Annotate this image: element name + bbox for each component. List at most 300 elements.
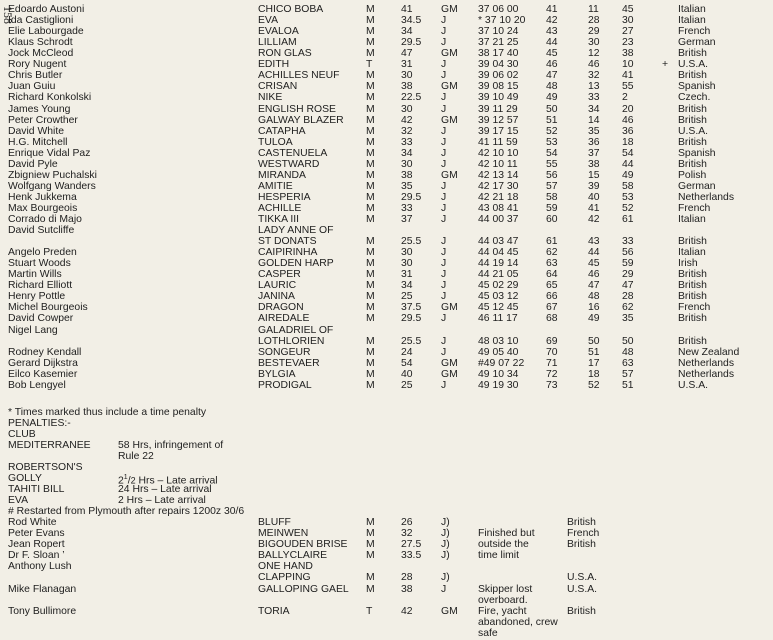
elapsed-time: 44 03 47 xyxy=(478,236,519,248)
handicap-position: 58 xyxy=(622,180,634,192)
class-position: 42 xyxy=(588,214,600,225)
handicap-position: 41 xyxy=(622,70,634,82)
class-code: J xyxy=(441,26,447,38)
handicap-position: 47 xyxy=(622,280,634,292)
nationality: New Zealand xyxy=(678,346,740,358)
rating: 30 xyxy=(401,258,413,270)
table-row xyxy=(0,38,773,49)
rating: 33 xyxy=(401,136,413,148)
elapsed-time: 39 12 57 xyxy=(478,114,519,126)
table-row xyxy=(0,93,773,104)
class-code: J xyxy=(441,191,447,203)
yacht-name: WESTWARD xyxy=(258,158,320,170)
rig-type: M xyxy=(366,584,375,595)
yacht-name: ACHILLE xyxy=(258,202,302,214)
rig-type: M xyxy=(366,191,375,203)
class-code: J xyxy=(441,379,447,391)
overall-position: 66 xyxy=(546,291,558,303)
retirement-note: safe xyxy=(478,628,498,639)
page-number: 158 xyxy=(1,6,15,24)
rating: 34 xyxy=(401,26,413,38)
class-position: 46 xyxy=(588,269,600,281)
class-code: J xyxy=(441,269,447,281)
overall-position: 45 xyxy=(546,48,558,60)
competitor-name: Rod White xyxy=(8,517,57,528)
rating: 41 xyxy=(401,4,413,15)
penalties-club-label: CLUB xyxy=(8,429,36,440)
yacht-name: CHICO BOBA xyxy=(258,4,324,15)
overall-position: 44 xyxy=(546,37,558,49)
overall-position: 63 xyxy=(546,258,558,270)
elapsed-time: 44 21 05 xyxy=(478,269,519,281)
competitor-name: Max Bourgeois xyxy=(8,202,78,214)
competitor-name: Henk Jukkema xyxy=(8,191,77,203)
rig-type: M xyxy=(366,379,375,391)
elapsed-time: 45 12 45 xyxy=(478,302,519,314)
handicap-position: 29 xyxy=(622,269,634,281)
table-row xyxy=(0,248,773,259)
competitor-name: Elie Labourgade xyxy=(8,26,84,38)
yacht-name: TORIA xyxy=(258,606,290,617)
retirement-note: outside the xyxy=(478,539,529,550)
elapsed-time: 39 06 02 xyxy=(478,70,519,82)
class-code: J xyxy=(441,147,447,159)
nationality: British xyxy=(678,114,707,126)
handicap-position: 20 xyxy=(622,103,634,115)
overall-position: 58 xyxy=(546,191,558,203)
class-code: J xyxy=(441,202,447,214)
handicap-position: 49 xyxy=(622,169,634,181)
class-code: J xyxy=(441,59,447,71)
handicap-position: 46 xyxy=(622,114,634,126)
elapsed-time: 39 17 15 xyxy=(478,125,519,137)
competitor-name: Henry Pottle xyxy=(8,291,66,303)
table-row xyxy=(0,337,773,348)
table-row xyxy=(0,348,773,359)
yacht-name: MEINWEN xyxy=(258,528,309,539)
elapsed-time: 42 10 10 xyxy=(478,147,519,159)
table-row xyxy=(0,359,773,370)
penalty-yacht: TAHITI BILL xyxy=(8,484,65,495)
rig-type: M xyxy=(366,158,375,170)
retirement-note: abandoned, crew xyxy=(478,617,558,628)
rig-type: M xyxy=(366,26,375,38)
yacht-name: CASPER xyxy=(258,269,301,281)
class-code: J xyxy=(441,313,447,325)
rig-type: T xyxy=(366,59,373,71)
competitor-name: Klaus Schrodt xyxy=(8,37,73,49)
retirement-note: time limit xyxy=(478,550,519,561)
class-position: 18 xyxy=(588,368,600,380)
rating: 30 xyxy=(401,247,413,259)
class-code: J) xyxy=(441,550,450,561)
table-row xyxy=(0,237,773,248)
table-row xyxy=(0,303,773,314)
retirement-note: Skipper lost xyxy=(478,584,533,595)
yacht-name: BALLYCLAIRE xyxy=(258,550,328,561)
yacht-name: ONE HAND xyxy=(258,561,313,572)
rig-type: M xyxy=(366,280,375,292)
rig-type: M xyxy=(366,37,375,49)
class-position: 17 xyxy=(588,357,600,369)
table-row xyxy=(0,292,773,303)
penalty-yacht: EVA xyxy=(8,495,29,506)
elapsed-time: 49 19 30 xyxy=(478,379,519,391)
class-code: J xyxy=(441,291,447,303)
class-position: 35 xyxy=(588,125,600,137)
table-row xyxy=(0,171,773,182)
competitor-name: David Pyle xyxy=(8,158,58,170)
rig-type: M xyxy=(366,92,375,104)
overall-position: 51 xyxy=(546,114,558,126)
rating: 42 xyxy=(401,114,413,126)
table-row xyxy=(0,27,773,38)
class-position: 13 xyxy=(588,81,600,93)
overall-position: 48 xyxy=(546,81,558,93)
rig-type: M xyxy=(366,517,375,528)
nationality: British xyxy=(678,291,707,303)
rating: 29.5 xyxy=(401,37,422,49)
class-position: 45 xyxy=(588,258,600,270)
overall-position: 50 xyxy=(546,103,558,115)
rig-type: M xyxy=(366,236,375,248)
nationality: British xyxy=(678,158,707,170)
nationality: U.S.A. xyxy=(567,572,598,583)
rig-type: M xyxy=(366,70,375,82)
elapsed-time: 42 10 11 xyxy=(478,158,518,170)
nationality: German xyxy=(678,180,716,192)
class-code: J xyxy=(441,280,447,292)
table-row xyxy=(0,138,773,149)
handicap-position: 62 xyxy=(622,302,634,314)
elapsed-time: 39 04 30 xyxy=(478,59,519,71)
rig-type: M xyxy=(366,125,375,137)
rig-type: M xyxy=(366,4,375,15)
yacht-name: DRAGON xyxy=(258,302,304,314)
rig-type: M xyxy=(366,572,375,583)
rating: 31 xyxy=(401,59,413,71)
nationality: Czech. xyxy=(678,92,711,104)
penalty-yacht: GOLLY xyxy=(8,473,42,484)
competitor-name: Peter Evans xyxy=(8,528,65,539)
nationality: Italian xyxy=(678,214,706,225)
rig-type: M xyxy=(366,247,375,259)
rig-type: M xyxy=(366,291,375,303)
competitor-name: Zbigniew Puchalski xyxy=(8,169,97,181)
class-code: J) xyxy=(441,528,450,539)
rating: 30 xyxy=(401,103,413,115)
table-row xyxy=(0,82,773,93)
rating: 32 xyxy=(401,528,413,539)
nationality: U.S.A. xyxy=(567,584,598,595)
rig-type: M xyxy=(366,368,375,380)
class-code: GM xyxy=(441,368,458,380)
rig-type: M xyxy=(366,15,375,27)
elapsed-time: 44 00 37 xyxy=(478,214,519,225)
class-position: 14 xyxy=(588,114,600,126)
nationality: U.S.A. xyxy=(678,59,709,71)
elapsed-time: 38 17 40 xyxy=(478,48,519,60)
elapsed-time: 42 13 14 xyxy=(478,169,519,181)
class-position: 48 xyxy=(588,291,600,303)
nationality: British xyxy=(678,313,707,325)
nationality: British xyxy=(567,539,596,550)
handicap-position: 23 xyxy=(622,37,634,49)
handicap-position: 10 xyxy=(622,59,634,71)
rating: 33 xyxy=(401,202,413,214)
class-position: 40 xyxy=(588,191,600,203)
rating: 38 xyxy=(401,81,413,93)
overall-position: 54 xyxy=(546,147,558,159)
class-position: 47 xyxy=(588,280,600,292)
nationality: French xyxy=(678,302,711,314)
nationality: British xyxy=(678,236,707,248)
class-code: J xyxy=(441,180,447,192)
yacht-name: EVALOA xyxy=(258,26,299,38)
class-code: GM xyxy=(441,4,458,15)
yacht-name: TULOA xyxy=(258,136,293,148)
handicap-position: 48 xyxy=(622,346,634,358)
class-code: GM xyxy=(441,606,458,617)
nationality: Irish xyxy=(678,258,698,270)
elapsed-time: * 37 10 20 xyxy=(478,15,526,27)
class-position: 46 xyxy=(588,59,600,71)
rating: 40 xyxy=(401,368,413,380)
class-code: J xyxy=(441,125,447,137)
rating: 27.5 xyxy=(401,539,422,550)
elapsed-time: 39 10 49 xyxy=(478,92,519,104)
nationality: German xyxy=(678,37,716,49)
competitor-name: David White xyxy=(8,125,65,137)
elapsed-time: 42 21 18 xyxy=(478,191,519,203)
handicap-position: 38 xyxy=(622,48,634,60)
competitor-name: Rory Nugent xyxy=(8,59,67,71)
overall-position: 56 xyxy=(546,169,558,181)
rig-type: M xyxy=(366,550,375,561)
yacht-name: HESPERIA xyxy=(258,191,311,203)
nationality: British xyxy=(567,606,596,617)
handicap-position: 61 xyxy=(622,214,634,225)
yacht-name: CAIPIRINHA xyxy=(258,247,318,259)
table-row xyxy=(0,259,773,270)
rig-type: M xyxy=(366,169,375,181)
handicap-position: 50 xyxy=(622,335,634,347)
yacht-name: NIKE xyxy=(258,92,283,104)
rating: 33.5 xyxy=(401,550,422,561)
nationality: British xyxy=(567,517,596,528)
yacht-name: LAURIC xyxy=(258,280,297,292)
penalty-yacht: MEDITERRANEE xyxy=(8,440,91,451)
penalty-description: 24 Hrs – Late arrival xyxy=(118,484,212,495)
yacht-name: ST DONATS xyxy=(258,236,317,248)
yacht-name: TIKKA III xyxy=(258,214,299,225)
yacht-name: AIREDALE xyxy=(258,313,310,325)
class-position: 50 xyxy=(588,335,600,347)
handicap-position: 52 xyxy=(622,202,634,214)
rig-type: M xyxy=(366,258,375,270)
yacht-name: GOLDEN HARP xyxy=(258,258,334,270)
yacht-name: ACHILLES NEUF xyxy=(258,70,340,82)
table-row xyxy=(0,49,773,60)
elapsed-time: 43 08 41 xyxy=(478,202,519,214)
class-position: 33 xyxy=(588,92,600,104)
yacht-name: JANINA xyxy=(258,291,295,303)
rating: 30 xyxy=(401,158,413,170)
rating: 22.5 xyxy=(401,92,422,104)
rig-type: M xyxy=(366,136,375,148)
yacht-name: LILLIAM xyxy=(258,37,297,49)
overall-position: 49 xyxy=(546,92,558,104)
rating: 25.5 xyxy=(401,236,422,248)
overall-position: 71 xyxy=(546,357,558,369)
nationality: French xyxy=(567,528,600,539)
yacht-name: EVA xyxy=(258,15,279,27)
nationality: Netherlands xyxy=(678,191,735,203)
class-position: 16 xyxy=(588,302,600,314)
elapsed-time: 42 17 30 xyxy=(478,180,519,192)
handicap-position: 57 xyxy=(622,368,634,380)
class-position: 12 xyxy=(588,48,600,60)
handicap-position: 33 xyxy=(622,236,634,248)
competitor-name: James Young xyxy=(8,103,71,115)
class-code: J xyxy=(441,136,447,148)
rating: 30 xyxy=(401,70,413,82)
position-mark: + xyxy=(662,59,669,71)
class-code: J) xyxy=(441,517,450,528)
rig-type: M xyxy=(366,539,375,550)
overall-position: 62 xyxy=(546,247,558,259)
class-position: 34 xyxy=(588,103,600,115)
class-code: J xyxy=(441,15,447,27)
nationality: French xyxy=(678,26,711,38)
elapsed-time: 37 21 25 xyxy=(478,37,519,49)
class-position: 32 xyxy=(588,70,600,82)
rating: 54 xyxy=(401,357,413,369)
class-code: GM xyxy=(441,169,458,181)
yacht-name: CATAPHA xyxy=(258,125,306,137)
handicap-position: 53 xyxy=(622,191,634,203)
retirement-note: overboard. xyxy=(478,595,528,606)
class-code: J xyxy=(441,236,447,248)
nationality: British xyxy=(678,136,707,148)
handicap-position: 51 xyxy=(622,379,634,391)
competitor-name: Nigel Lang xyxy=(8,324,58,336)
overall-position: 42 xyxy=(546,15,558,27)
rating: 34.5 xyxy=(401,15,422,27)
overall-position: 43 xyxy=(546,26,558,38)
competitor-name: Richard Elliott xyxy=(8,280,73,292)
rating: 24 xyxy=(401,346,413,358)
handicap-position: 44 xyxy=(622,158,634,170)
table-row xyxy=(0,215,773,226)
class-code: J xyxy=(441,584,447,595)
class-code: J xyxy=(441,103,447,115)
rig-type: M xyxy=(366,202,375,214)
elapsed-time: 45 02 29 xyxy=(478,280,519,292)
class-code: GM xyxy=(441,81,458,93)
penalties-heading: PENALTIES:- xyxy=(8,418,71,429)
table-row xyxy=(0,314,773,325)
table-row xyxy=(0,204,773,215)
rating: 38 xyxy=(401,584,413,595)
table-row xyxy=(0,226,773,237)
class-position: 43 xyxy=(588,236,600,248)
competitor-name: Michel Bourgeois xyxy=(8,302,88,314)
elapsed-time: 49 05 40 xyxy=(478,346,519,358)
rig-type: M xyxy=(366,357,375,369)
yacht-name: BIGOUDEN BRISE xyxy=(258,539,348,550)
overall-position: 60 xyxy=(546,214,558,225)
rig-type: M xyxy=(366,528,375,539)
handicap-position: 59 xyxy=(622,258,634,270)
nationality: Spanish xyxy=(678,147,716,159)
table-row xyxy=(0,370,773,381)
yacht-name: BLUFF xyxy=(258,517,291,528)
overall-position: 67 xyxy=(546,302,558,314)
penalty-description: $2^1/2$ Hrs – Late arrival xyxy=(118,474,218,487)
yacht-name: LOTHLORIEN xyxy=(258,335,325,347)
competitor-name: Jean Ropert xyxy=(8,539,65,550)
nationality: U.S.A. xyxy=(678,379,709,391)
table-row xyxy=(0,381,773,392)
overall-position: 61 xyxy=(546,236,558,248)
nationality: U.S.A. xyxy=(678,125,709,137)
nationality: Netherlands xyxy=(678,368,735,380)
overall-position: 57 xyxy=(546,180,558,192)
class-position: 30 xyxy=(588,37,600,49)
competitor-name: Chris Butler xyxy=(8,70,63,82)
overall-position: 64 xyxy=(546,269,558,281)
class-position: 41 xyxy=(588,202,600,214)
yacht-name: CRISAN xyxy=(258,81,298,93)
overall-position: 73 xyxy=(546,379,558,391)
nationality: British xyxy=(678,70,707,82)
nationality: Italian xyxy=(678,4,706,15)
rating: 28 xyxy=(401,572,413,583)
nationality: British xyxy=(678,103,707,115)
table-row xyxy=(0,127,773,138)
rating: 25 xyxy=(401,291,413,303)
rating: 25.5 xyxy=(401,335,422,347)
yacht-name: ENGLISH ROSE xyxy=(258,103,336,115)
class-code: J xyxy=(441,258,447,270)
yacht-name: CLAPPING xyxy=(258,572,311,583)
nationality: French xyxy=(678,202,711,214)
class-code: J xyxy=(441,37,447,49)
class-code: GM xyxy=(441,48,458,60)
yacht-name: RON GLAS xyxy=(258,48,312,60)
nationality: Italian xyxy=(678,247,706,259)
penalty-yacht: ROBERTSON'S xyxy=(8,462,83,473)
nationality: British xyxy=(678,48,707,60)
competitor-name: Ida Castiglioni xyxy=(8,15,74,27)
rating: 26 xyxy=(401,517,413,528)
competitor-name: Bob Lengyel xyxy=(8,379,66,391)
class-code: J xyxy=(441,335,447,347)
class-code: J xyxy=(441,158,447,170)
class-position: 15 xyxy=(588,169,600,181)
rating: 29.5 xyxy=(401,191,422,203)
competitor-name: Corrado di Majo xyxy=(8,214,82,225)
nationality: British xyxy=(678,280,707,292)
handicap-position: 36 xyxy=(622,125,634,137)
class-code: J xyxy=(441,214,447,225)
table-row xyxy=(0,60,773,71)
competitor-name: Enrique Vidal Paz xyxy=(8,147,91,159)
handicap-position: 2 xyxy=(622,92,628,104)
rig-type: T xyxy=(366,606,373,617)
table-row xyxy=(0,71,773,82)
